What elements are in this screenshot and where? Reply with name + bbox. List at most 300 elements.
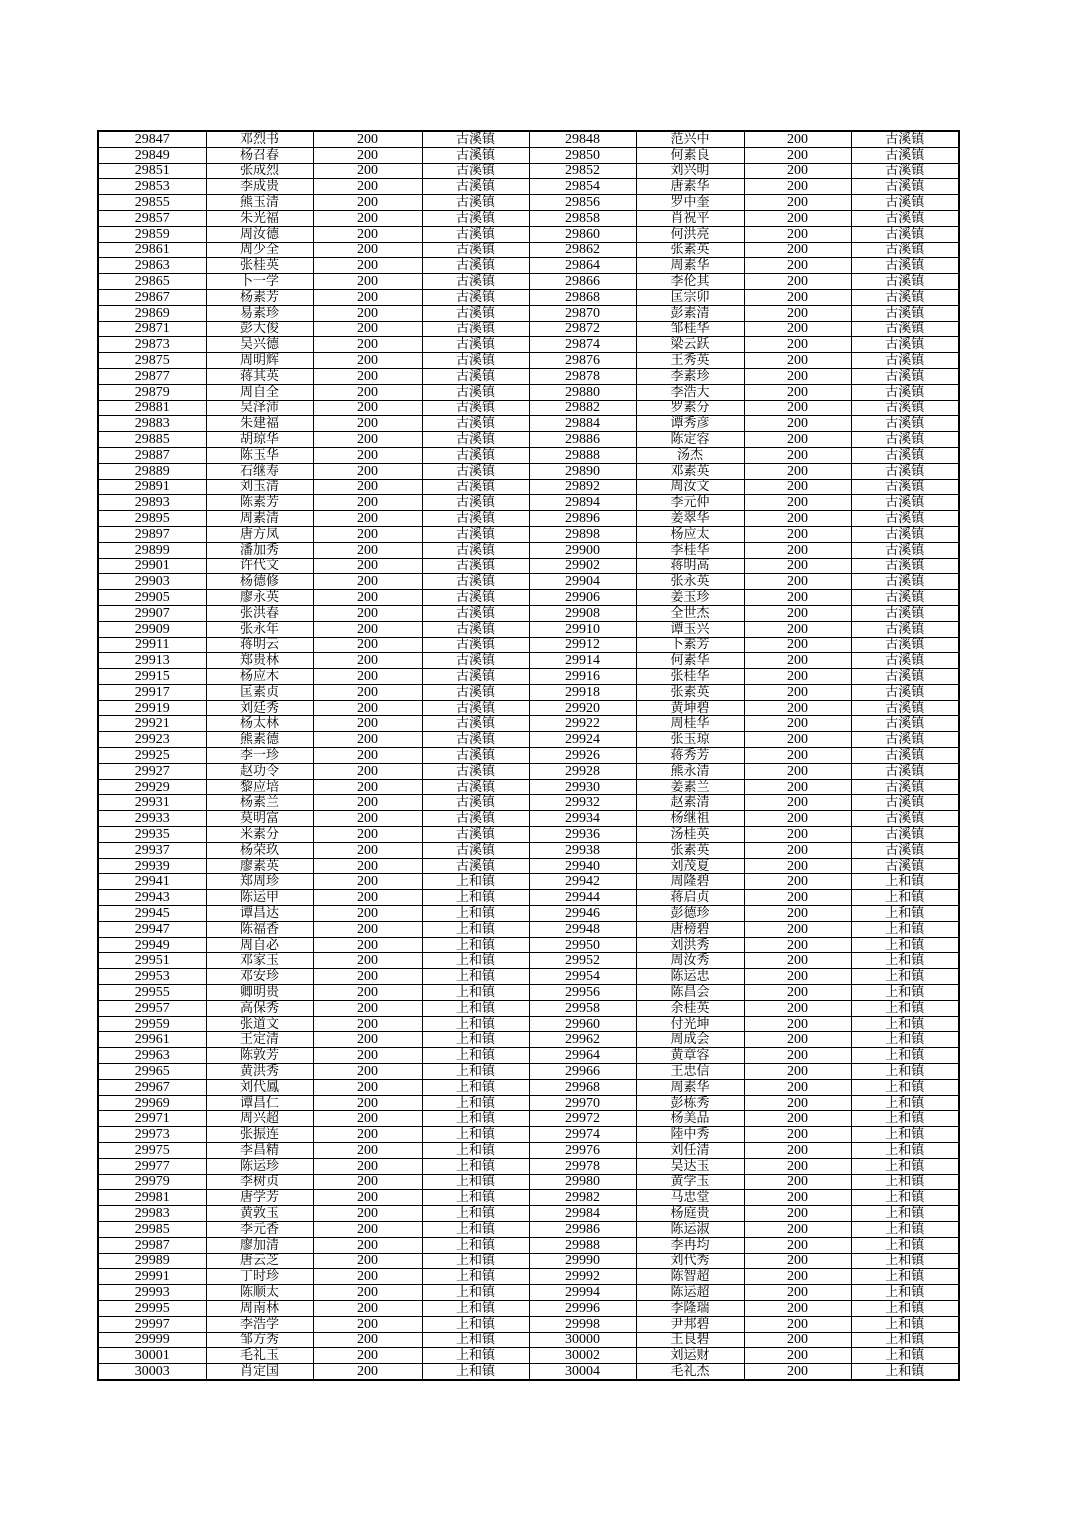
amount-cell: 200 — [744, 400, 851, 416]
id-cell: 29988 — [529, 1237, 636, 1253]
name-cell: 邓家玉 — [206, 953, 313, 969]
name-cell: 陸中秀 — [636, 1127, 744, 1143]
name-cell: 张素英 — [636, 242, 744, 258]
table-row — [98, 906, 959, 922]
amount-cell: 200 — [744, 384, 851, 400]
table-row — [98, 305, 959, 321]
name-cell: 范兴中 — [636, 131, 744, 147]
id-cell: 29852 — [529, 163, 636, 179]
name-cell: 张洪春 — [206, 605, 313, 621]
town-cell: 上和镇 — [851, 874, 959, 890]
name-cell: 李元香 — [206, 1221, 313, 1237]
id-cell: 29904 — [529, 574, 636, 590]
town-cell: 上和镇 — [851, 1111, 959, 1127]
name-cell: 刘廷秀 — [206, 700, 313, 716]
amount-cell: 200 — [744, 511, 851, 527]
table-row — [98, 1079, 959, 1095]
town-cell: 古溪镇 — [422, 368, 529, 384]
name-cell: 卜素芳 — [636, 637, 744, 653]
id-cell: 29877 — [98, 368, 206, 384]
amount-cell: 200 — [744, 495, 851, 511]
name-cell: 周素清 — [206, 511, 313, 527]
town-cell: 古溪镇 — [851, 289, 959, 305]
town-cell: 古溪镇 — [422, 289, 529, 305]
amount-cell: 200 — [313, 1174, 422, 1190]
name-cell: 周南林 — [206, 1300, 313, 1316]
name-cell: 刘运财 — [636, 1348, 744, 1364]
amount-cell: 200 — [313, 1079, 422, 1095]
id-cell: 29899 — [98, 542, 206, 558]
table-row — [98, 732, 959, 748]
name-cell: 谭玉兴 — [636, 621, 744, 637]
town-cell: 古溪镇 — [422, 447, 529, 463]
town-cell: 古溪镇 — [851, 858, 959, 874]
table-row — [98, 1190, 959, 1206]
name-cell: 张玉琼 — [636, 732, 744, 748]
id-cell: 29959 — [98, 1016, 206, 1032]
amount-cell: 200 — [313, 416, 422, 432]
town-cell: 上和镇 — [422, 1285, 529, 1301]
id-cell: 29906 — [529, 590, 636, 606]
name-cell: 李一珍 — [206, 748, 313, 764]
town-cell: 古溪镇 — [422, 653, 529, 669]
table-row — [98, 558, 959, 574]
amount-cell: 200 — [744, 1048, 851, 1064]
table-row — [98, 811, 959, 827]
town-cell: 上和镇 — [851, 1364, 959, 1380]
town-cell: 古溪镇 — [851, 684, 959, 700]
id-cell: 29916 — [529, 669, 636, 685]
name-cell: 陈运超 — [636, 1285, 744, 1301]
table-row — [98, 542, 959, 558]
name-cell: 廖素英 — [206, 858, 313, 874]
id-cell: 29964 — [529, 1048, 636, 1064]
amount-cell: 200 — [744, 574, 851, 590]
id-cell: 29923 — [98, 732, 206, 748]
id-cell: 30000 — [529, 1332, 636, 1348]
town-cell: 古溪镇 — [422, 621, 529, 637]
name-cell: 刘洪秀 — [636, 937, 744, 953]
amount-cell: 200 — [313, 384, 422, 400]
town-cell: 古溪镇 — [851, 827, 959, 843]
table-row — [98, 574, 959, 590]
name-cell: 汤桂英 — [636, 827, 744, 843]
name-cell: 何素华 — [636, 653, 744, 669]
table-row — [98, 1095, 959, 1111]
table-row — [98, 195, 959, 211]
name-cell: 蒋明云 — [206, 637, 313, 653]
name-cell: 潘加秀 — [206, 542, 313, 558]
name-cell: 唐素华 — [636, 179, 744, 195]
name-cell: 全世杰 — [636, 605, 744, 621]
amount-cell: 200 — [744, 274, 851, 290]
name-cell: 杨应木 — [206, 669, 313, 685]
town-cell: 上和镇 — [851, 1316, 959, 1332]
table-row — [98, 463, 959, 479]
name-cell: 周汝秀 — [636, 953, 744, 969]
name-cell: 唐学芳 — [206, 1190, 313, 1206]
name-cell: 张素英 — [636, 684, 744, 700]
town-cell: 上和镇 — [422, 1127, 529, 1143]
amount-cell: 200 — [313, 874, 422, 890]
id-cell: 29898 — [529, 526, 636, 542]
name-cell: 杨素兰 — [206, 795, 313, 811]
spreadsheet-page — [97, 130, 958, 1381]
name-cell: 姜翠华 — [636, 511, 744, 527]
amount-cell: 200 — [313, 321, 422, 337]
amount-cell: 200 — [313, 1064, 422, 1080]
name-cell: 梁云跃 — [636, 337, 744, 353]
id-cell: 29992 — [529, 1269, 636, 1285]
amount-cell: 200 — [313, 558, 422, 574]
table-row — [98, 1332, 959, 1348]
name-cell: 张永年 — [206, 621, 313, 637]
id-cell: 29903 — [98, 574, 206, 590]
table-row — [98, 226, 959, 242]
id-cell: 29939 — [98, 858, 206, 874]
town-cell: 古溪镇 — [851, 700, 959, 716]
name-cell: 卜一学 — [206, 274, 313, 290]
amount-cell: 200 — [313, 621, 422, 637]
id-cell: 29981 — [98, 1190, 206, 1206]
id-cell: 29857 — [98, 210, 206, 226]
town-cell: 上和镇 — [422, 1237, 529, 1253]
town-cell: 上和镇 — [422, 890, 529, 906]
amount-cell: 200 — [744, 432, 851, 448]
id-cell: 29930 — [529, 779, 636, 795]
name-cell: 周隆碧 — [636, 874, 744, 890]
id-cell: 29974 — [529, 1127, 636, 1143]
name-cell: 易素珍 — [206, 305, 313, 321]
id-cell: 29896 — [529, 511, 636, 527]
amount-cell: 200 — [744, 1190, 851, 1206]
town-cell: 上和镇 — [422, 1000, 529, 1016]
amount-cell: 200 — [744, 226, 851, 242]
amount-cell: 200 — [744, 479, 851, 495]
id-cell: 29929 — [98, 779, 206, 795]
id-cell: 29892 — [529, 479, 636, 495]
table-row — [98, 1143, 959, 1159]
name-cell: 吴泽沛 — [206, 400, 313, 416]
table-row — [98, 1032, 959, 1048]
id-cell: 29977 — [98, 1158, 206, 1174]
amount-cell: 200 — [313, 985, 422, 1001]
id-cell: 29879 — [98, 384, 206, 400]
id-cell: 29927 — [98, 763, 206, 779]
town-cell: 古溪镇 — [851, 147, 959, 163]
id-cell: 29918 — [529, 684, 636, 700]
id-cell: 29979 — [98, 1174, 206, 1190]
id-cell: 29865 — [98, 274, 206, 290]
table-row — [98, 353, 959, 369]
amount-cell: 200 — [313, 906, 422, 922]
town-cell: 上和镇 — [851, 1143, 959, 1159]
town-cell: 古溪镇 — [851, 763, 959, 779]
id-cell: 29949 — [98, 937, 206, 953]
table-row — [98, 1269, 959, 1285]
amount-cell: 200 — [313, 289, 422, 305]
name-cell: 李浩学 — [206, 1316, 313, 1332]
id-cell: 29950 — [529, 937, 636, 953]
amount-cell: 200 — [313, 779, 422, 795]
amount-cell: 200 — [744, 921, 851, 937]
town-cell: 上和镇 — [851, 921, 959, 937]
id-cell: 29848 — [529, 131, 636, 147]
town-cell: 古溪镇 — [851, 242, 959, 258]
name-cell: 彭素清 — [636, 305, 744, 321]
id-cell: 29926 — [529, 748, 636, 764]
table-row — [98, 1064, 959, 1080]
town-cell: 古溪镇 — [422, 463, 529, 479]
table-row — [98, 1237, 959, 1253]
id-cell: 29968 — [529, 1079, 636, 1095]
name-cell: 周兴超 — [206, 1111, 313, 1127]
amount-cell: 200 — [744, 1158, 851, 1174]
name-cell: 李昌精 — [206, 1143, 313, 1159]
name-cell: 熊素德 — [206, 732, 313, 748]
table-row — [98, 384, 959, 400]
amount-cell: 200 — [313, 1016, 422, 1032]
id-cell: 29972 — [529, 1111, 636, 1127]
amount-cell: 200 — [744, 858, 851, 874]
name-cell: 陈福香 — [206, 921, 313, 937]
id-cell: 29947 — [98, 921, 206, 937]
name-cell: 李隆瑞 — [636, 1300, 744, 1316]
table-row — [98, 1158, 959, 1174]
name-cell: 邓素英 — [636, 463, 744, 479]
table-row — [98, 479, 959, 495]
town-cell: 古溪镇 — [422, 763, 529, 779]
town-cell: 上和镇 — [851, 1127, 959, 1143]
town-cell: 古溪镇 — [422, 858, 529, 874]
amount-cell: 200 — [313, 953, 422, 969]
amount-cell: 200 — [313, 890, 422, 906]
id-cell: 29884 — [529, 416, 636, 432]
id-cell: 29920 — [529, 700, 636, 716]
name-cell: 邹方秀 — [206, 1332, 313, 1348]
amount-cell: 200 — [313, 763, 422, 779]
name-cell: 石继寿 — [206, 463, 313, 479]
name-cell: 邹桂华 — [636, 321, 744, 337]
table-row — [98, 605, 959, 621]
town-cell: 上和镇 — [851, 1000, 959, 1016]
amount-cell: 200 — [313, 811, 422, 827]
name-cell: 张桂英 — [206, 258, 313, 274]
name-cell: 刘茂夏 — [636, 858, 744, 874]
amount-cell: 200 — [313, 195, 422, 211]
name-cell: 黄洪秀 — [206, 1064, 313, 1080]
table-row — [98, 274, 959, 290]
name-cell: 陈定容 — [636, 432, 744, 448]
id-cell: 29954 — [529, 969, 636, 985]
id-cell: 29886 — [529, 432, 636, 448]
amount-cell: 200 — [313, 732, 422, 748]
id-cell: 29937 — [98, 842, 206, 858]
id-cell: 29919 — [98, 700, 206, 716]
id-cell: 30002 — [529, 1348, 636, 1364]
id-cell: 30003 — [98, 1364, 206, 1380]
name-cell: 陈顺太 — [206, 1285, 313, 1301]
town-cell: 上和镇 — [422, 1016, 529, 1032]
id-cell: 29893 — [98, 495, 206, 511]
town-cell: 古溪镇 — [851, 337, 959, 353]
id-cell: 29965 — [98, 1064, 206, 1080]
town-cell: 古溪镇 — [422, 226, 529, 242]
name-cell: 周汝文 — [636, 479, 744, 495]
id-cell: 29933 — [98, 811, 206, 827]
table-row — [98, 179, 959, 195]
name-cell: 唐榜碧 — [636, 921, 744, 937]
id-cell: 29975 — [98, 1143, 206, 1159]
name-cell: 杨美品 — [636, 1111, 744, 1127]
name-cell: 彭德珍 — [636, 906, 744, 922]
amount-cell: 200 — [313, 921, 422, 937]
amount-cell: 200 — [313, 479, 422, 495]
name-cell: 罗中奎 — [636, 195, 744, 211]
town-cell: 上和镇 — [422, 1253, 529, 1269]
id-cell: 29869 — [98, 305, 206, 321]
name-cell: 陈运甲 — [206, 890, 313, 906]
id-cell: 29922 — [529, 716, 636, 732]
id-cell: 29851 — [98, 163, 206, 179]
amount-cell: 200 — [744, 985, 851, 1001]
town-cell: 古溪镇 — [851, 590, 959, 606]
table-row — [98, 495, 959, 511]
id-cell: 29894 — [529, 495, 636, 511]
amount-cell: 200 — [313, 400, 422, 416]
name-cell: 何素良 — [636, 147, 744, 163]
name-cell: 刘兴明 — [636, 163, 744, 179]
name-cell: 卿明贵 — [206, 985, 313, 1001]
table-row — [98, 1364, 959, 1380]
town-cell: 古溪镇 — [851, 447, 959, 463]
town-cell: 古溪镇 — [422, 716, 529, 732]
name-cell: 李树贞 — [206, 1174, 313, 1190]
town-cell: 古溪镇 — [851, 542, 959, 558]
amount-cell: 200 — [744, 1269, 851, 1285]
amount-cell: 200 — [313, 858, 422, 874]
amount-cell: 200 — [313, 274, 422, 290]
town-cell: 古溪镇 — [422, 337, 529, 353]
name-cell: 米素分 — [206, 827, 313, 843]
amount-cell: 200 — [744, 1237, 851, 1253]
amount-cell: 200 — [313, 653, 422, 669]
amount-cell: 200 — [744, 827, 851, 843]
id-cell: 29978 — [529, 1158, 636, 1174]
table-row — [98, 937, 959, 953]
amount-cell: 200 — [313, 684, 422, 700]
town-cell: 古溪镇 — [422, 748, 529, 764]
town-cell: 古溪镇 — [851, 195, 959, 211]
id-cell: 29871 — [98, 321, 206, 337]
name-cell: 王秀英 — [636, 353, 744, 369]
town-cell: 上和镇 — [422, 1174, 529, 1190]
town-cell: 上和镇 — [422, 1064, 529, 1080]
table-row — [98, 368, 959, 384]
name-cell: 蒋明高 — [636, 558, 744, 574]
id-cell: 29958 — [529, 1000, 636, 1016]
name-cell: 汤杰 — [636, 447, 744, 463]
name-cell: 张素英 — [636, 842, 744, 858]
town-cell: 上和镇 — [422, 1348, 529, 1364]
id-cell: 29855 — [98, 195, 206, 211]
table-row — [98, 827, 959, 843]
id-cell: 29995 — [98, 1300, 206, 1316]
amount-cell: 200 — [744, 1000, 851, 1016]
town-cell: 上和镇 — [851, 1285, 959, 1301]
amount-cell: 200 — [744, 147, 851, 163]
town-cell: 古溪镇 — [422, 147, 529, 163]
id-cell: 29944 — [529, 890, 636, 906]
amount-cell: 200 — [313, 1111, 422, 1127]
amount-cell: 200 — [313, 1237, 422, 1253]
amount-cell: 200 — [744, 416, 851, 432]
amount-cell: 200 — [313, 605, 422, 621]
id-cell: 29911 — [98, 637, 206, 653]
town-cell: 上和镇 — [851, 1300, 959, 1316]
amount-cell: 200 — [744, 353, 851, 369]
name-cell: 周少全 — [206, 242, 313, 258]
town-cell: 上和镇 — [851, 1221, 959, 1237]
town-cell: 古溪镇 — [851, 621, 959, 637]
table-row — [98, 1285, 959, 1301]
table-row — [98, 921, 959, 937]
town-cell: 古溪镇 — [422, 131, 529, 147]
town-cell: 古溪镇 — [851, 258, 959, 274]
amount-cell: 200 — [744, 842, 851, 858]
amount-cell: 200 — [313, 242, 422, 258]
id-cell: 29895 — [98, 511, 206, 527]
id-cell: 29986 — [529, 1221, 636, 1237]
name-cell: 刘代鳳 — [206, 1079, 313, 1095]
town-cell: 古溪镇 — [422, 779, 529, 795]
amount-cell: 200 — [313, 1127, 422, 1143]
town-cell: 上和镇 — [422, 1332, 529, 1348]
name-cell: 赵素清 — [636, 795, 744, 811]
amount-cell: 200 — [744, 289, 851, 305]
name-cell: 余桂英 — [636, 1000, 744, 1016]
id-cell: 29897 — [98, 526, 206, 542]
amount-cell: 200 — [744, 653, 851, 669]
amount-cell: 200 — [313, 827, 422, 843]
name-cell: 张永英 — [636, 574, 744, 590]
name-cell: 周素华 — [636, 258, 744, 274]
amount-cell: 200 — [313, 1190, 422, 1206]
town-cell: 古溪镇 — [851, 637, 959, 653]
amount-cell: 200 — [313, 210, 422, 226]
name-cell: 陈玉华 — [206, 447, 313, 463]
town-cell: 上和镇 — [851, 1269, 959, 1285]
id-cell: 29888 — [529, 447, 636, 463]
name-cell: 杨庭贵 — [636, 1206, 744, 1222]
name-cell: 杨太林 — [206, 716, 313, 732]
name-cell: 陈运忠 — [636, 969, 744, 985]
town-cell: 古溪镇 — [851, 226, 959, 242]
town-cell: 上和镇 — [851, 1206, 959, 1222]
town-cell: 古溪镇 — [851, 716, 959, 732]
id-cell: 29956 — [529, 985, 636, 1001]
town-cell: 古溪镇 — [851, 210, 959, 226]
table-row — [98, 447, 959, 463]
town-cell: 古溪镇 — [851, 400, 959, 416]
name-cell: 姜素兰 — [636, 779, 744, 795]
amount-cell: 200 — [313, 1143, 422, 1159]
id-cell: 29943 — [98, 890, 206, 906]
table-row — [98, 1111, 959, 1127]
town-cell: 古溪镇 — [851, 179, 959, 195]
id-cell: 29961 — [98, 1032, 206, 1048]
town-cell: 古溪镇 — [422, 195, 529, 211]
